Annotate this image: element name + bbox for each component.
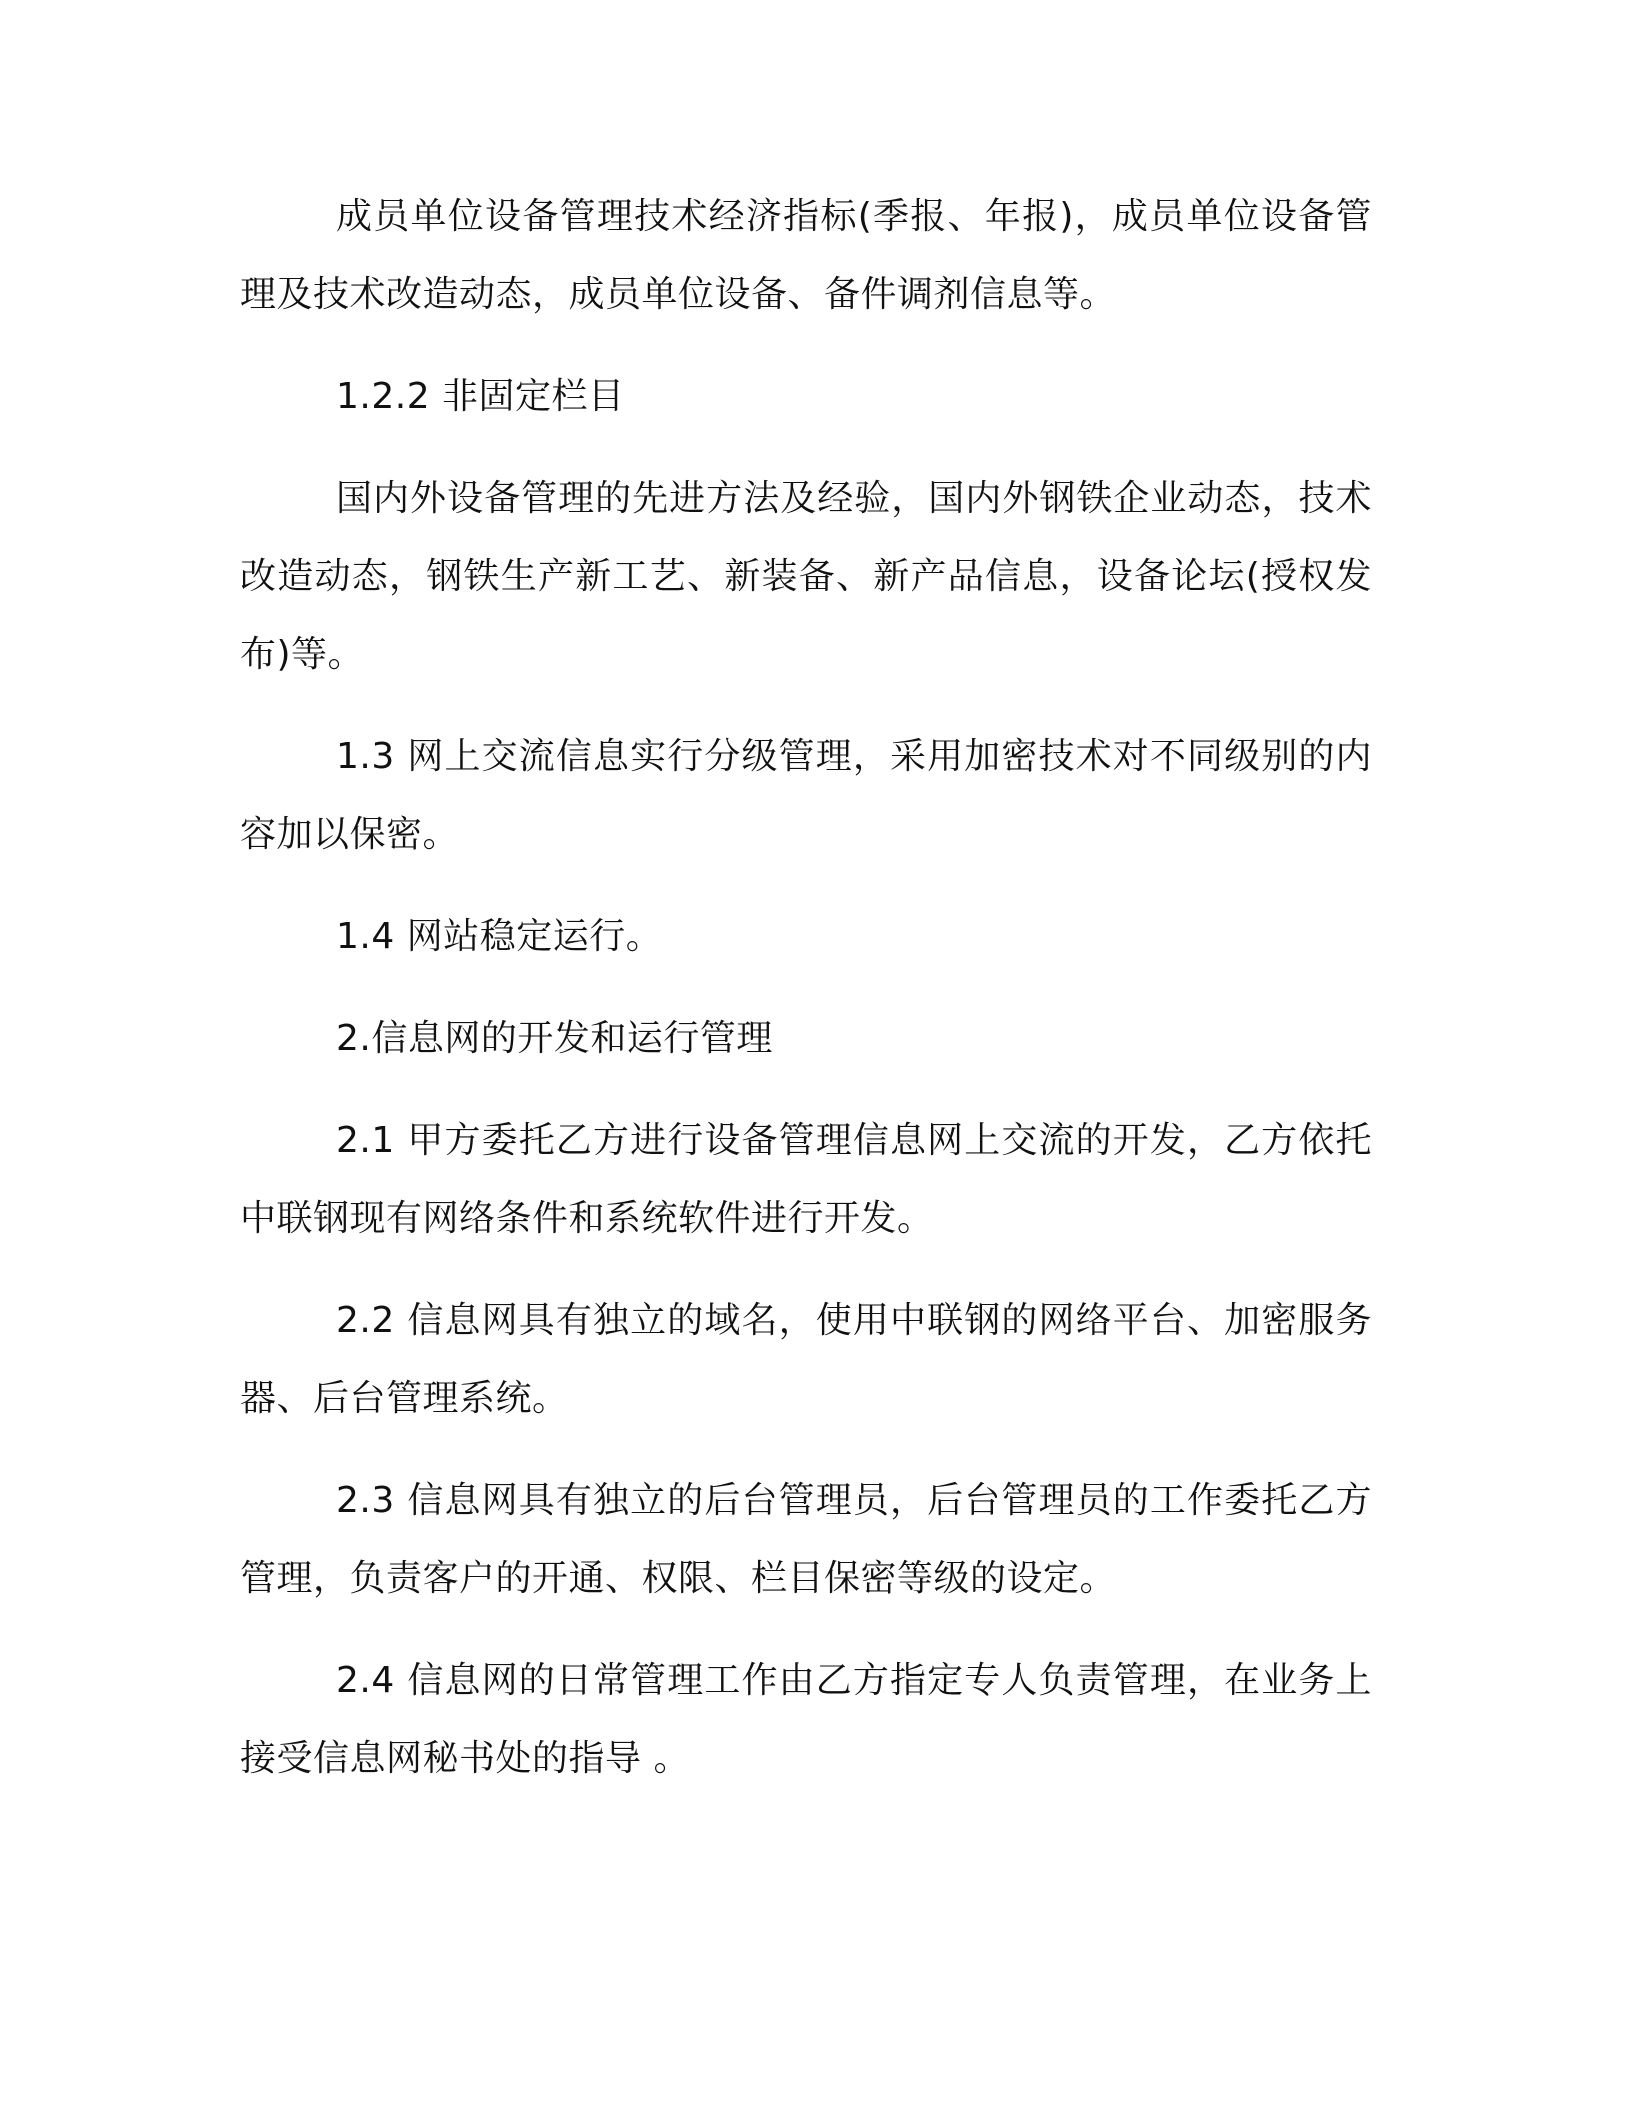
heading-2: 2.信息网的开发和运行管理 [336, 1018, 773, 1059]
paragraph-2-2: 2.2 信息网具有独立的域名，使用中联钢的网络平台、加密服务器、后台管理系统。 [240, 1300, 1372, 1419]
paragraph-1-3: 1.3 网上交流信息实行分级管理，采用加密技术对不同级别的内容加以保密。 [240, 736, 1372, 855]
paragraph-member-indicators: 成员单位设备管理技术经济指标(季报、年报)，成员单位设备管理及技术改造动态，成员单位设备、备件调剂信息等。 [240, 196, 1372, 315]
paragraph-1-4: 1.4 网站稳定运行。 [336, 916, 663, 957]
paragraph-non-fixed-columns: 国内外设备管理的先进方法及经验，国内外钢铁企业动态，技术改造动态，钢铁生产新工艺、新装备、新产品信息，设备论坛(授权发布)等。 [240, 478, 1372, 675]
heading-1-2-2: 1.2.2 非固定栏目 [336, 376, 625, 417]
paragraph-2-3: 2.3 信息网具有独立的后台管理员，后台管理员的工作委托乙方管理，负责客户的开通、权限、栏目保密等级的设定。 [240, 1480, 1372, 1599]
document-body [240, 178, 1372, 1798]
paragraph-2-4: 2.4 信息网的日常管理工作由乙方指定专人负责管理，在业务上接受信息网秘书处的指导 。 [240, 1660, 1372, 1779]
paragraph-2-1: 2.1 甲方委托乙方进行设备管理信息网上交流的开发，乙方依托中联钢现有网络条件和系统软件进行开发。 [240, 1120, 1372, 1239]
